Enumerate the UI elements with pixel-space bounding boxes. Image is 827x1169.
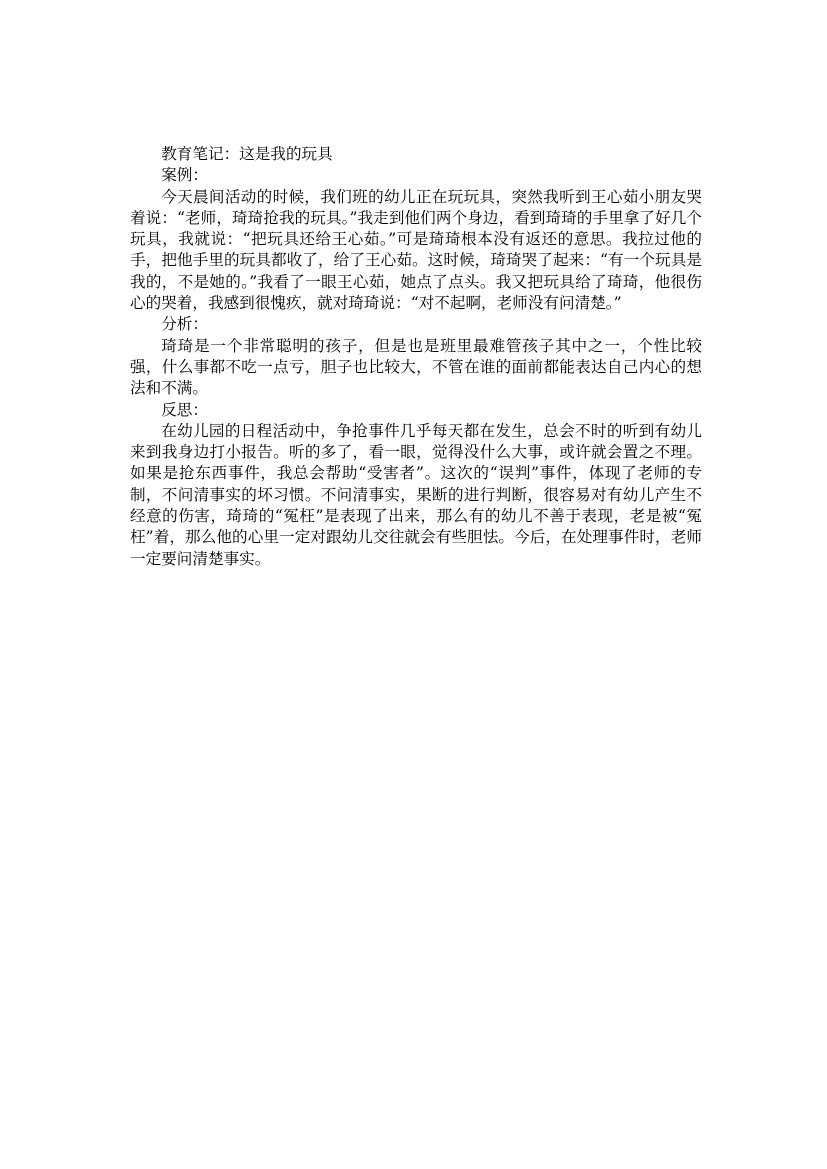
analysis-paragraph: 琦琦是一个非常聪明的孩子，但是也是班里最难管孩子其中之一，个性比较强，什么事都不吃一点亏，胆子也比较大，不管在谁的面前都能表达自己内心的想法和不满。	[130, 336, 702, 398]
case-heading: 案例：	[161, 166, 208, 185]
reflection-paragraph: 在幼儿园的日程活动中，争抢事件几乎每天都在发生，总会不时的听到有幼儿来到我身边打小报告。听的多了，看一眼，觉得没什么大事，或许就会置之不理。如果是抢东西事件，我总会帮助“受害者”。这次的“误判”事件，体现了老师的专制，不问清事实的坏习惯。不问清事实，果断的进行判断，很容易对有幼儿产生不经意的伤害，琦琦的“冤枉”是表现了出来，那么有的幼儿不善于表现，老是被“冤枉”着，那么他的心里一定对跟幼儿交往就会有些胆怯。今后，在处理事件时，老师一定要问清楚事实。	[130, 421, 702, 568]
case-paragraph: 今天晨间活动的时候，我们班的幼儿正在玩玩具，突然我听到王心茹小朋友哭着说：“老师，琦琦抢我的玩具。”我走到他们两个身边，看到琦琦的手里拿了好几个玩具，我就说：“把玩具还给王心茹。”可是琦琦根本没有返还的意思。我拉过他的手，把他手里的玩具都收了，给了王心茹。这时候，琦琦哭了起来：“有一个玩具是我的，不是她的。”我看了一眼王心茹，她点了点头。我又把玩具给了琦琦，他很伤心的哭着，我感到很愧疚，就对琦琦说：“对不起啊，老师没有问清楚。”	[130, 187, 702, 313]
reflection-heading: 反思：	[161, 400, 208, 419]
document-body	[130, 144, 702, 570]
document-title: 教育笔记：这是我的玩具	[161, 145, 333, 163]
analysis-heading: 分析：	[161, 315, 208, 334]
